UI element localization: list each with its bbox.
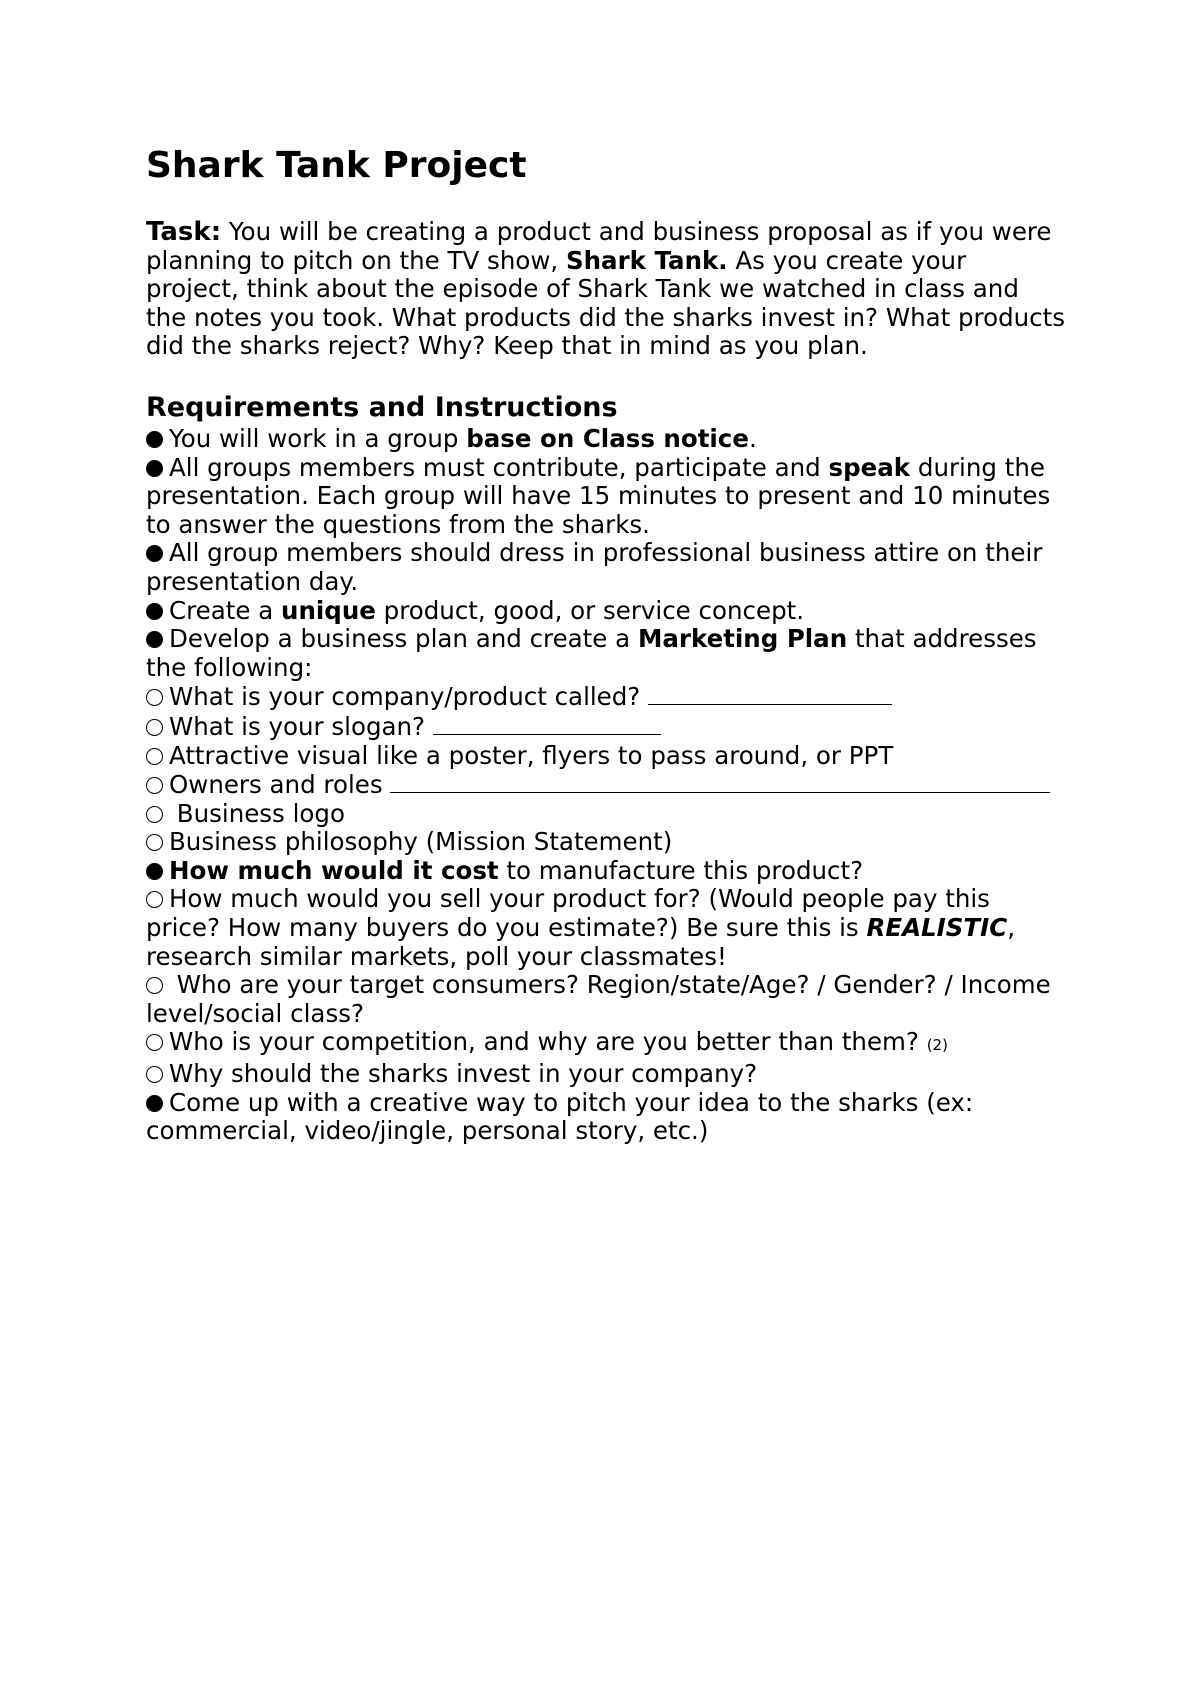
list-item: Business philosophy (Mission Statement) bbox=[146, 828, 1066, 857]
hollow-bullet-icon bbox=[146, 1066, 163, 1083]
filled-bullet-icon bbox=[146, 1095, 163, 1112]
list-item: You will work in a group base on Class notice. bbox=[146, 425, 1066, 454]
list-item: Come up with a creative way to pitch your idea to the sharks (ex: commercial, video/jingle, personal story, etc.) bbox=[146, 1087, 974, 1146]
filled-bullet-icon bbox=[146, 431, 163, 448]
task-text-2: As you create your project, think about the episode of Shark Tank we watched in class and the notes you took. What products did the sharks invest in? What products did the sharks reject? Why? Keep that in mind as you plan. bbox=[146, 245, 1066, 361]
task-text-1: You will be creating a product and business proposal as if you were planning to pitch on the TV show, bbox=[146, 217, 1052, 275]
requirements-heading: Requirements and Instructions bbox=[146, 391, 618, 423]
hollow-bullet-icon bbox=[146, 834, 163, 851]
filled-bullet-icon bbox=[146, 545, 163, 562]
filled-bullet-icon bbox=[146, 603, 163, 620]
filled-bullet-icon bbox=[146, 863, 163, 880]
slogan-blank bbox=[433, 712, 661, 735]
list-item: What is your slogan? bbox=[146, 712, 1066, 742]
task-paragraph bbox=[146, 218, 1066, 361]
filled-bullet-icon bbox=[146, 460, 163, 477]
list-item: How much would you sell your product for? (Would people pay this price? How many buyers do you estimate?) Be sure this is REALISTIC, research similar markets, poll your classmates! bbox=[146, 884, 1016, 971]
hollow-bullet-icon bbox=[146, 748, 163, 765]
list-item: Why should the sharks invest in your company? bbox=[146, 1060, 1066, 1089]
hollow-bullet-icon bbox=[146, 806, 163, 823]
hollow-bullet-icon bbox=[146, 719, 163, 736]
list-item: How much would it cost to manufacture this product? bbox=[146, 857, 1066, 886]
hollow-bullet-icon bbox=[146, 977, 163, 994]
company-name-blank bbox=[648, 682, 892, 705]
hollow-bullet-icon bbox=[146, 689, 163, 706]
task-show-name: Shark Tank. bbox=[565, 245, 728, 275]
document-content bbox=[146, 144, 1066, 1146]
page-title: Shark Tank Project bbox=[146, 145, 527, 186]
list-item: All group members should dress in professional business attire on their presentation day. bbox=[146, 538, 1043, 596]
hollow-bullet-icon bbox=[146, 891, 163, 908]
owners-roles-blank bbox=[390, 770, 1050, 793]
list-item: Attractive visual like a poster, flyers to pass around, or PPT bbox=[146, 742, 1066, 771]
requirements-list bbox=[146, 425, 1066, 1146]
list-item: Who is your competition, and why are you better than them? (2) bbox=[146, 1028, 1066, 1060]
list-item: Develop a business plan and create a Marketing Plan that addresses the following: bbox=[146, 624, 1037, 682]
hollow-bullet-icon bbox=[146, 1034, 163, 1051]
list-item: What is your company/product called? bbox=[146, 682, 1066, 712]
list-item: All groups members must contribute, participate and speak during the presentation. Each group will have 15 minutes to present and 10 minutes to answer the questions from the sharks. bbox=[146, 452, 1051, 539]
task-label: Task: bbox=[146, 217, 222, 247]
list-item: Owners and roles bbox=[146, 770, 1066, 800]
list-item: Business logo bbox=[146, 800, 1066, 829]
list-item: Create a unique product, good, or service concept. bbox=[146, 597, 1066, 626]
filled-bullet-icon bbox=[146, 631, 163, 648]
hollow-bullet-icon bbox=[146, 777, 163, 794]
list-item: Who are your target consumers? Region/state/Age? / Gender? / Income level/social class? bbox=[146, 970, 1051, 1028]
